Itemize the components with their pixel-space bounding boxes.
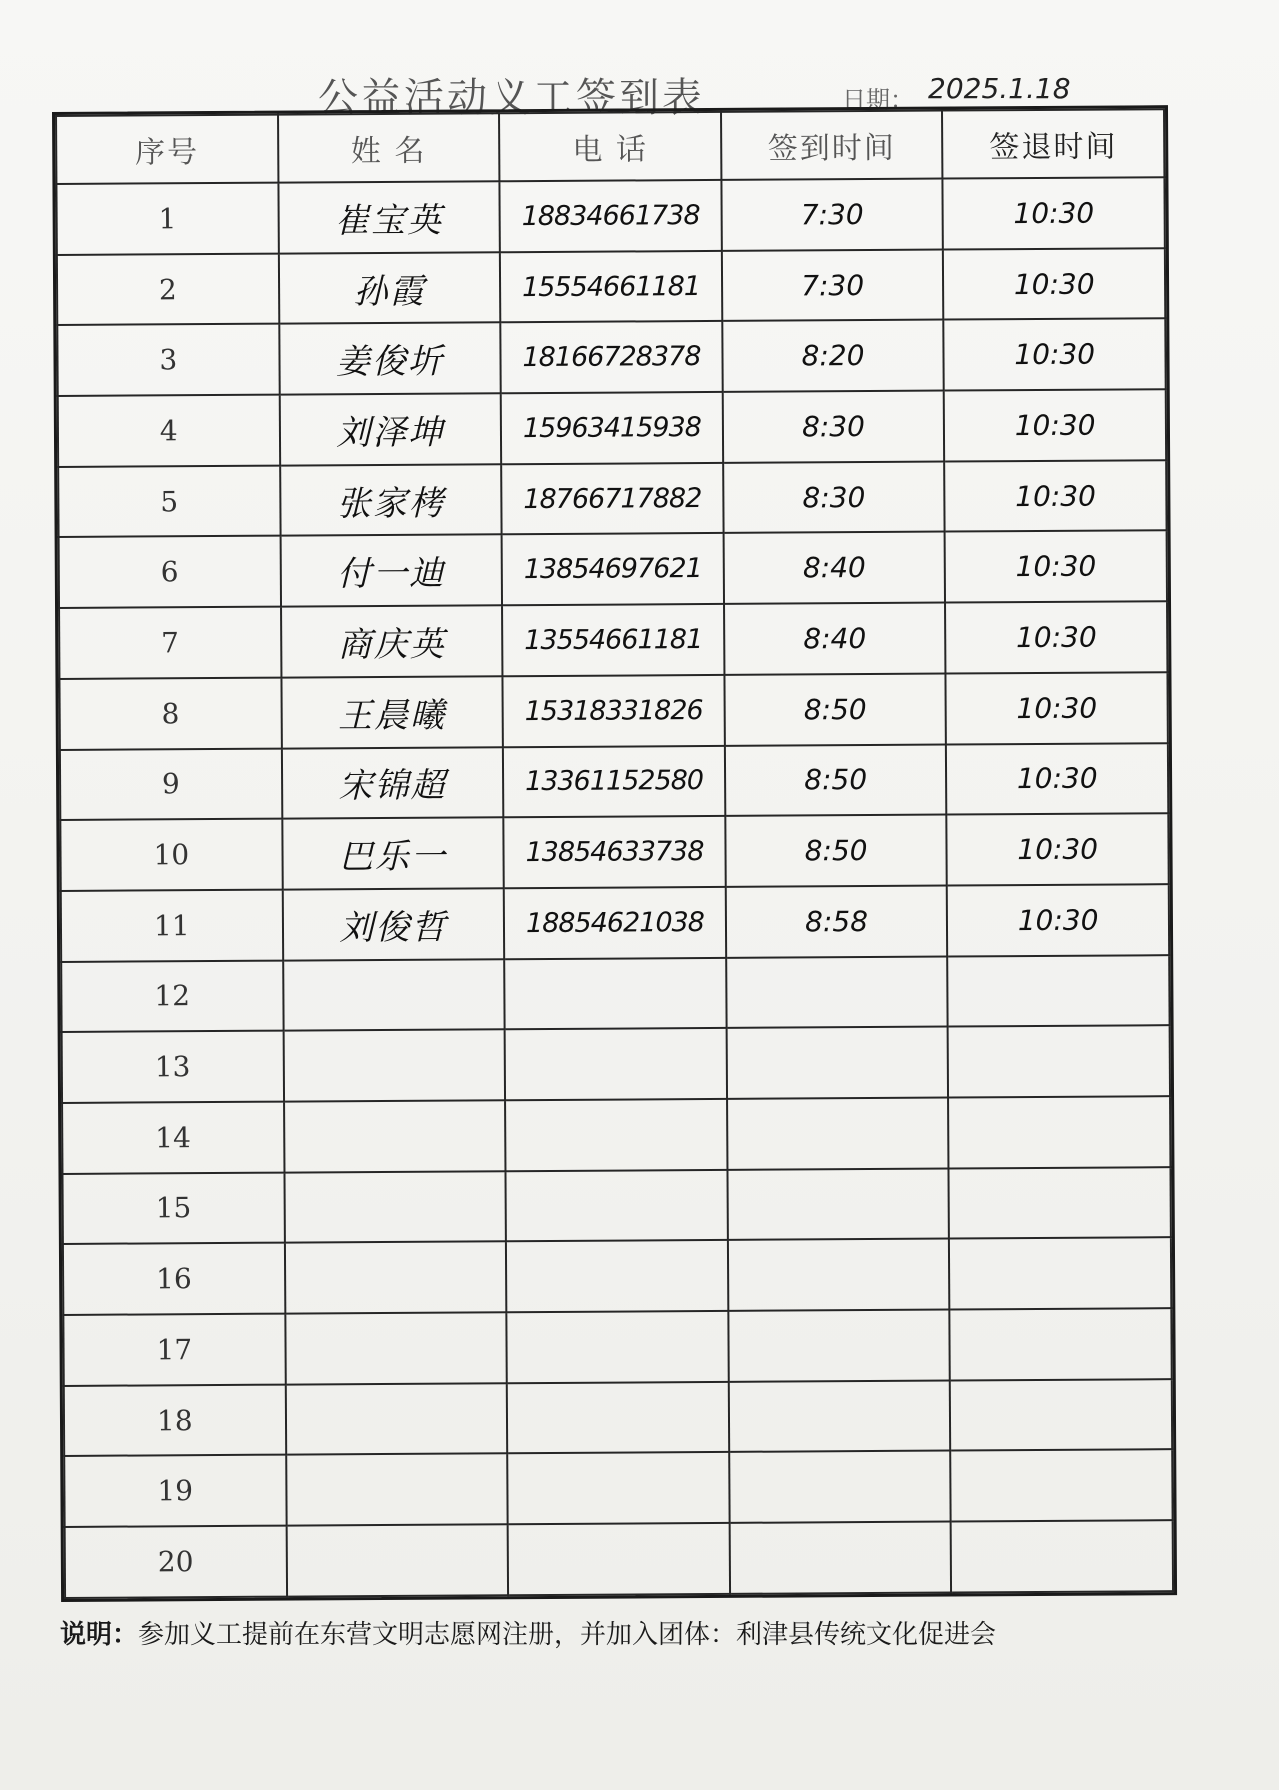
cell-phone	[506, 1240, 728, 1312]
column-header-phone: 电 话	[499, 112, 721, 181]
cell-name: 崔宝英	[278, 181, 500, 253]
cell-phone: 13554661181	[502, 604, 724, 676]
cell-name	[285, 1312, 507, 1384]
column-header-sign-in-time: 签到时间	[721, 111, 943, 180]
cell-sign-out-time	[948, 955, 1170, 1027]
cell-index: 14	[62, 1102, 284, 1174]
cell-sign-in-time	[729, 1522, 951, 1594]
cell-index: 4	[58, 395, 280, 467]
cell-sign-in-time: 8:30	[723, 391, 945, 463]
table-row	[56, 177, 1164, 254]
cell-index: 17	[63, 1314, 285, 1386]
cell-sign-out-time	[950, 1379, 1172, 1451]
cell-sign-in-time: 8:40	[723, 532, 945, 604]
cell-name	[285, 1242, 507, 1314]
cell-index: 16	[63, 1243, 285, 1315]
document-title: 公益活动义工签到表	[318, 75, 705, 121]
table-row	[64, 1379, 1172, 1456]
cell-phone: 18834661738	[500, 180, 722, 252]
table-row	[62, 1096, 1170, 1173]
cell-index: 13	[62, 1031, 284, 1103]
cell-sign-in-time: 8:58	[726, 885, 948, 957]
cell-name: 刘俊哲	[282, 888, 504, 960]
cell-index: 5	[58, 465, 280, 537]
cell-phone	[505, 1028, 727, 1100]
cell-name: 宋锦超	[281, 747, 503, 819]
cell-phone: 15963415938	[501, 392, 723, 464]
table-row	[59, 601, 1167, 678]
cell-name	[283, 959, 505, 1031]
cell-phone	[508, 1523, 730, 1595]
cell-sign-out-time: 10:30	[943, 177, 1165, 249]
column-header-sign-out-time: 签退时间	[942, 109, 1164, 178]
cell-sign-out-time: 10:30	[947, 813, 1169, 885]
cell-sign-in-time: 8:50	[725, 815, 947, 887]
cell-phone	[507, 1382, 729, 1454]
cell-index: 8	[59, 677, 281, 749]
cell-sign-in-time: 7:30	[721, 179, 943, 251]
cell-sign-in-time	[729, 1380, 951, 1452]
cell-phone: 15554661181	[500, 251, 722, 323]
cell-phone: 13854697621	[502, 533, 724, 605]
cell-name	[286, 1524, 508, 1596]
table-row	[57, 319, 1165, 396]
table-row	[61, 955, 1169, 1032]
cell-phone: 18766717882	[501, 463, 723, 535]
cell-phone: 13854633738	[504, 816, 726, 888]
cell-name: 商庆英	[281, 605, 503, 677]
cell-sign-in-time: 7:30	[722, 249, 944, 321]
table-row	[64, 1450, 1172, 1527]
column-header-name: 姓 名	[278, 113, 500, 182]
cell-phone	[505, 1099, 727, 1171]
cell-sign-in-time	[727, 1097, 949, 1169]
cell-phone: 18854621038	[504, 887, 726, 959]
cell-name: 付一迪	[280, 535, 502, 607]
cell-sign-out-time	[948, 1096, 1170, 1168]
cell-sign-out-time	[951, 1520, 1173, 1592]
cell-phone	[506, 1170, 728, 1242]
table-row	[58, 389, 1166, 466]
cell-sign-in-time: 8:20	[722, 320, 944, 392]
cell-sign-out-time	[949, 1167, 1171, 1239]
cell-sign-in-time: 8:40	[724, 603, 946, 675]
cell-index: 19	[64, 1455, 286, 1527]
table-row	[57, 248, 1165, 325]
table-row	[62, 1167, 1170, 1244]
cell-name: 王晨曦	[281, 676, 503, 748]
cell-name: 刘泽坤	[279, 393, 501, 465]
cell-sign-in-time	[726, 956, 948, 1028]
cell-phone	[504, 957, 726, 1029]
footer-note-text: 参加义工提前在东营文明志愿网注册，并加入团体：利津县传统文化促进会	[138, 1620, 997, 1650]
table-row	[63, 1237, 1171, 1314]
table-row	[61, 884, 1169, 961]
cell-phone: 13361152580	[503, 745, 725, 817]
cell-index: 7	[59, 607, 281, 679]
table-row	[65, 1520, 1173, 1598]
table-header-row	[56, 109, 1164, 184]
cell-sign-in-time	[728, 1310, 950, 1382]
cell-index: 12	[61, 960, 283, 1032]
cell-index: 15	[62, 1172, 284, 1244]
cell-sign-in-time	[727, 1168, 949, 1240]
cell-index: 3	[57, 324, 279, 396]
table-body	[56, 177, 1173, 1598]
cell-sign-out-time: 10:30	[944, 319, 1166, 391]
cell-index: 1	[56, 183, 278, 255]
table-row	[62, 1025, 1170, 1102]
cell-sign-in-time: 8:50	[724, 673, 946, 745]
cell-name	[286, 1454, 508, 1526]
footer-note-prefix: 说明：	[60, 1620, 139, 1650]
cell-index: 6	[59, 536, 281, 608]
cell-index: 11	[61, 889, 283, 961]
cell-name	[284, 1171, 506, 1243]
cell-index: 10	[60, 819, 282, 891]
cell-sign-in-time: 8:30	[723, 461, 945, 533]
table-row	[63, 1308, 1171, 1385]
cell-sign-out-time: 10:30	[945, 460, 1167, 532]
table-row	[60, 743, 1168, 820]
cell-sign-in-time	[728, 1239, 950, 1311]
cell-sign-out-time	[951, 1450, 1173, 1522]
cell-sign-in-time: 8:50	[725, 744, 947, 816]
table-row	[59, 531, 1167, 608]
footer-note	[60, 1614, 996, 1651]
cell-name	[285, 1383, 507, 1455]
cell-name: 孙霞	[278, 252, 500, 324]
column-header-index: 序号	[56, 115, 278, 184]
cell-index: 20	[65, 1526, 287, 1598]
cell-sign-out-time: 10:30	[946, 672, 1168, 744]
cell-index: 2	[57, 253, 279, 325]
cell-name	[283, 1030, 505, 1102]
cell-phone	[507, 1452, 729, 1524]
cell-sign-out-time: 10:30	[943, 248, 1165, 320]
cell-sign-out-time	[949, 1237, 1171, 1309]
sign-in-table-frame	[52, 105, 1177, 1602]
cell-phone	[507, 1311, 729, 1383]
cell-sign-in-time	[726, 1027, 948, 1099]
cell-index: 9	[60, 748, 282, 820]
cell-sign-out-time: 10:30	[946, 743, 1168, 815]
cell-index: 18	[64, 1384, 286, 1456]
cell-sign-out-time: 10:30	[945, 531, 1167, 603]
table-row	[60, 813, 1168, 890]
cell-sign-out-time: 10:30	[944, 389, 1166, 461]
cell-name: 姜俊圻	[279, 323, 501, 395]
cell-phone: 15318331826	[503, 675, 725, 747]
cell-name: 巴乐一	[282, 817, 504, 889]
cell-sign-in-time	[729, 1451, 951, 1523]
date-label: 日期：	[842, 86, 914, 114]
cell-name	[284, 1100, 506, 1172]
table-row	[58, 460, 1166, 537]
cell-sign-out-time	[950, 1308, 1172, 1380]
cell-name: 张家栲	[280, 464, 502, 536]
cell-sign-out-time	[948, 1025, 1170, 1097]
cell-sign-out-time: 10:30	[945, 601, 1167, 673]
table-row	[59, 672, 1167, 749]
date-value: 2025.1.18	[928, 72, 1071, 105]
cell-sign-out-time: 10:30	[947, 884, 1169, 956]
cell-phone: 18166728378	[500, 321, 722, 393]
sign-in-table	[55, 108, 1174, 1599]
